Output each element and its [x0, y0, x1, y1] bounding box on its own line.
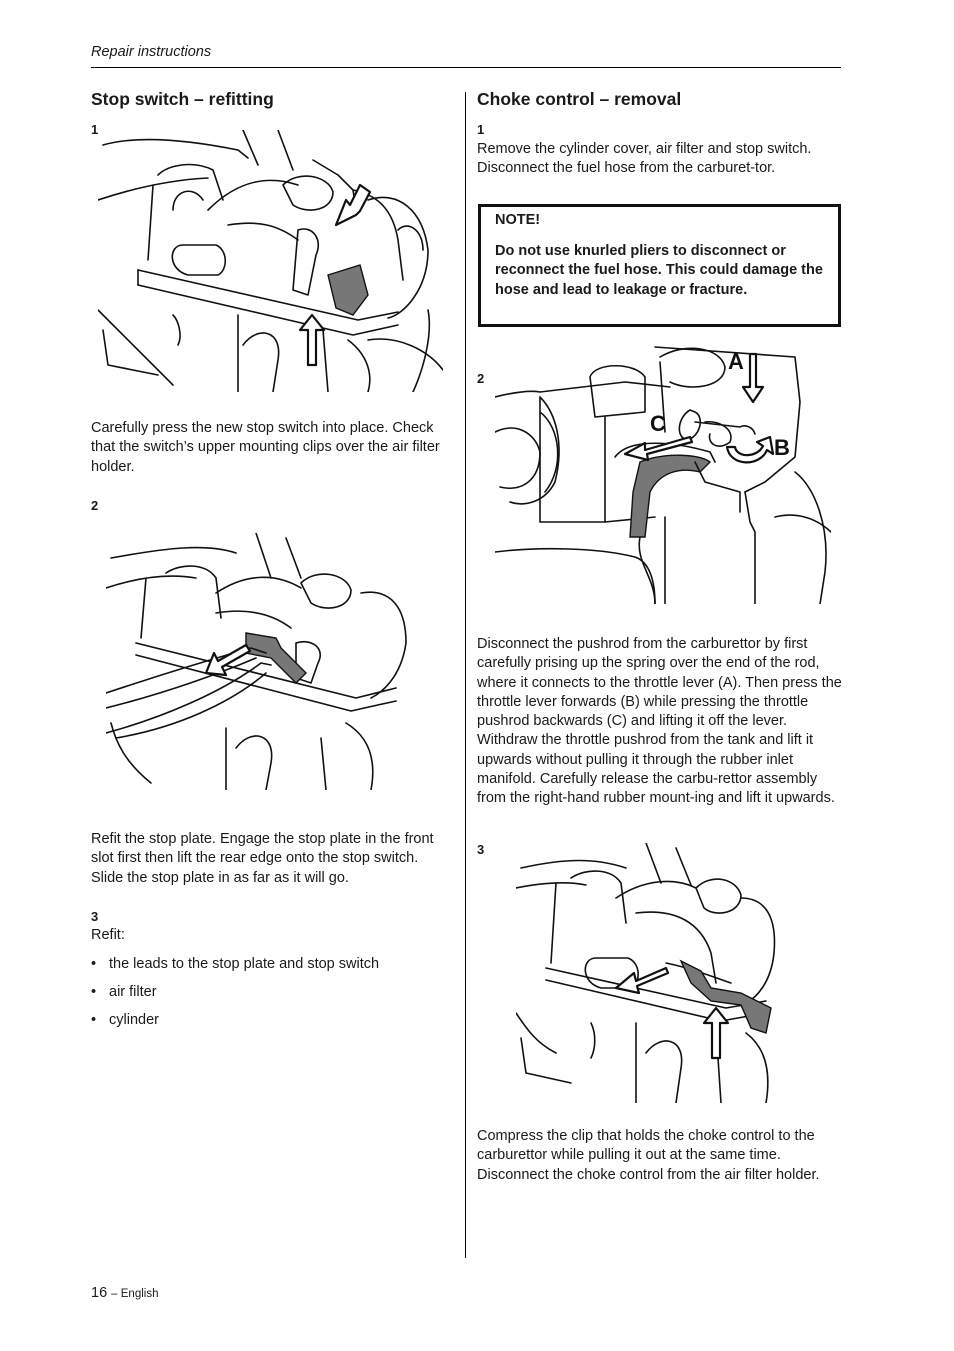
note-text: Do not use knurled pliers to disconnect or reconnect the fuel hose. This could damage the hose and lead to leakage or fracture. [495, 243, 823, 298]
figure-choke-clip [516, 843, 777, 1103]
step-number: 3 [477, 842, 485, 857]
choke-step2-instructions: Disconnect the pushrod from the carburettor by first carefully prising up the spring over the end of the rod, where it connects to the throttle lever (A). Then press the throttle lever forwards (B) while pressing the throttle pushrod backwards (C) and lifting it off the lever. Withdraw the throttle pushrod from the tank and lift it upwards without pulling it through the rubber inlet manifold. Carefully release the carbu-rettor assembly from the right-hand rubber mount-ing and lift it upwards. [477, 636, 842, 807]
list-item: • air filter [91, 984, 447, 1012]
label-c: C [650, 411, 666, 436]
label-a: A [728, 349, 744, 374]
step-number: 3 [91, 909, 99, 924]
figure-throttle-pushrod [495, 342, 831, 604]
step1-instructions: Carefully press the new stop switch into place. Check that the switch’s upper mounting clips over the air filter holder. [91, 420, 440, 475]
choke-step3-instructions: Compress the clip that holds the choke control to the carburettor while pulling it out at the same time. Disconnect the choke control from the air filter holder. [477, 1128, 820, 1183]
step-number: 2 [91, 498, 99, 513]
header-rule [91, 67, 841, 68]
list-item: • cylinder [91, 1012, 447, 1040]
choke-step1-instructions: Remove the cylinder cover, air filter and stop switch. Disconnect the fuel hose from the carburet-tor. [477, 141, 812, 177]
refit-list [91, 956, 447, 1040]
footer-language: – English [111, 1288, 159, 1300]
running-header: Repair instructions [91, 44, 212, 60]
section-heading-stop-switch: Stop switch – refitting [91, 89, 274, 109]
step2-instructions: Refit the stop plate. Engage the stop plate in the front slot first then lift the rear edge onto the stop switch. Slide the stop plate in as far as it will go. [91, 831, 434, 886]
note-box [478, 204, 841, 327]
list-item: • the leads to the stop plate and stop switch [91, 956, 447, 984]
step-number: 1 [91, 122, 99, 137]
section-heading-choke: Choke control – removal [477, 89, 682, 109]
step-number: 2 [477, 371, 485, 386]
page-number: 16 [91, 1285, 108, 1301]
refit-intro: Refit: [91, 927, 125, 943]
label-b: B [774, 435, 790, 460]
note-title: NOTE! [495, 212, 541, 228]
figure-stop-switch-press [98, 130, 443, 392]
figure-stop-plate-pliers [106, 533, 412, 790]
page-footer [91, 1285, 158, 1301]
column-divider [465, 92, 466, 1258]
step-number: 1 [477, 122, 485, 137]
